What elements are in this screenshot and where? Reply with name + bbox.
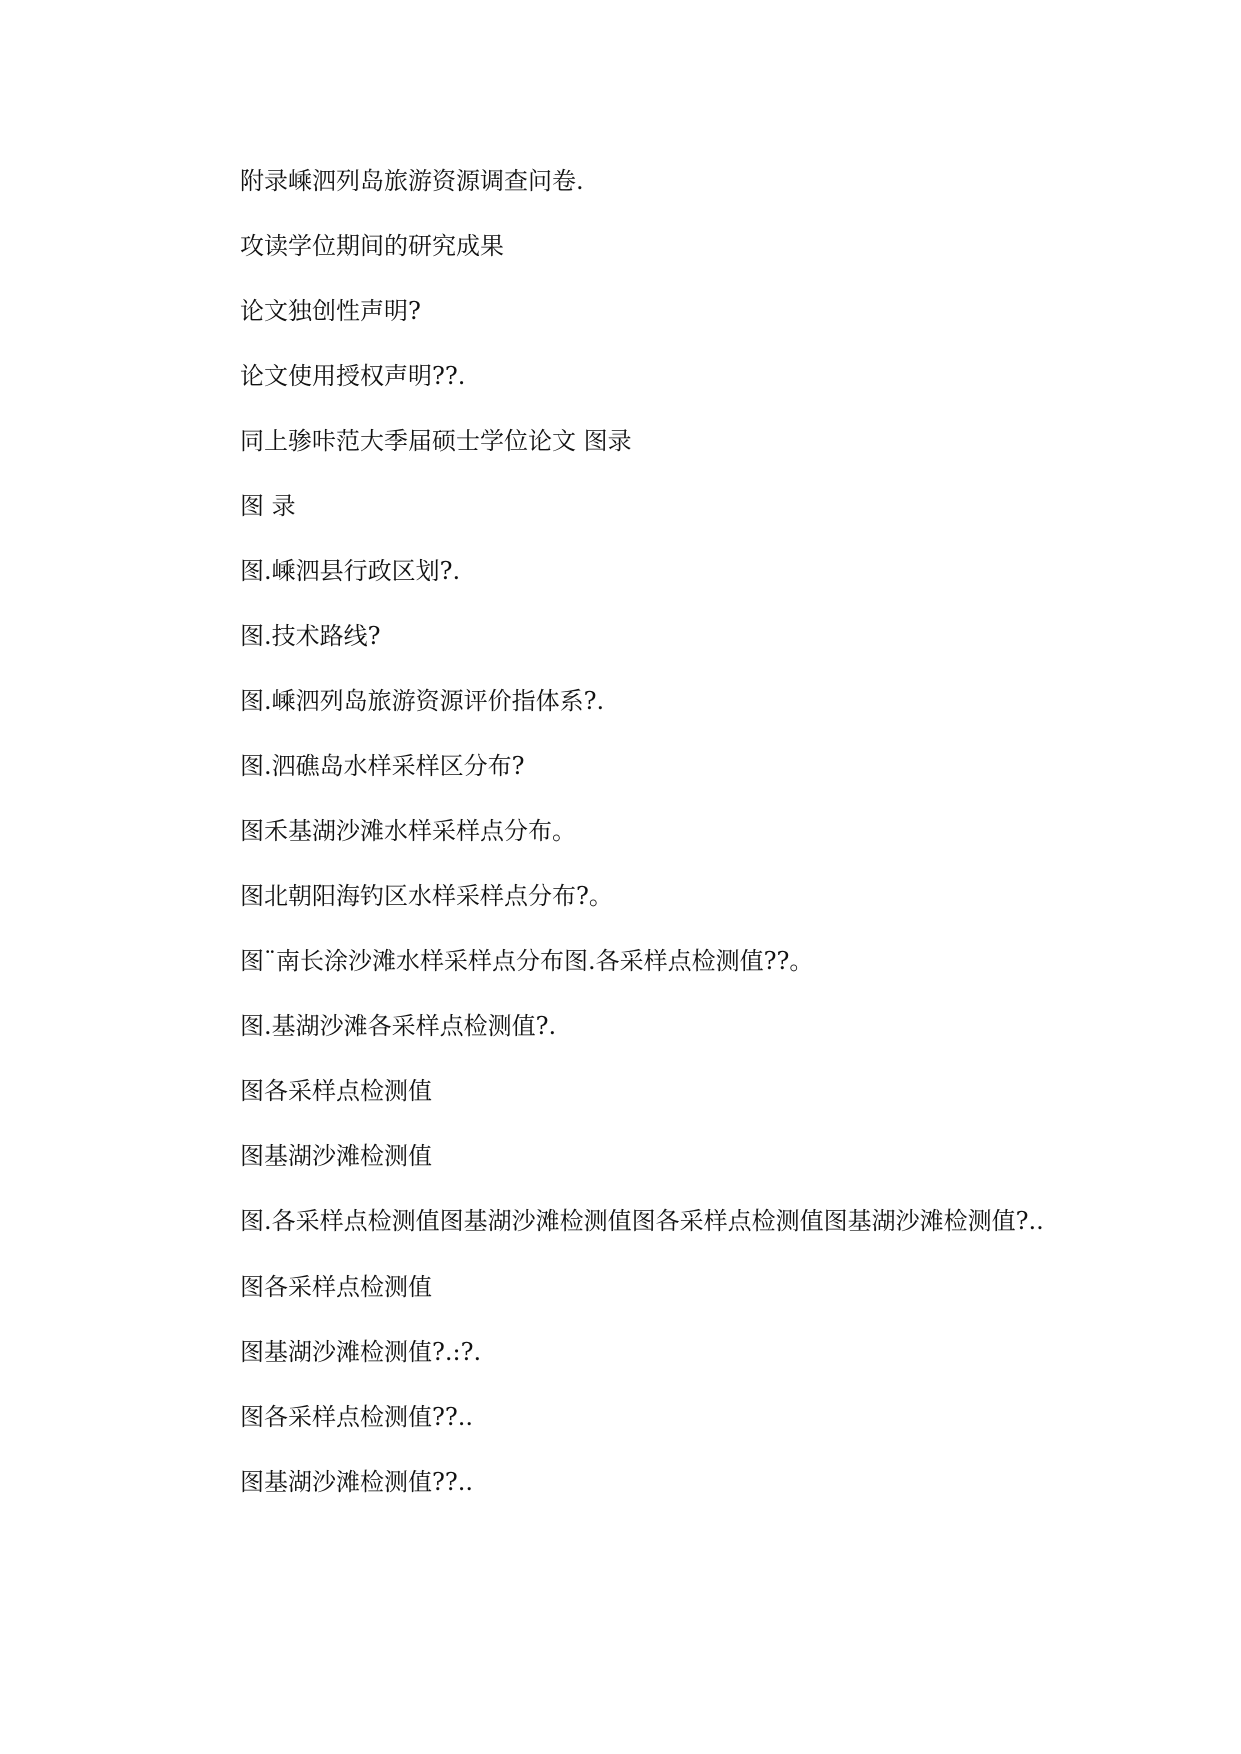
figure-entry: 图基湖沙滩检测值??..: [240, 1468, 473, 1496]
figure-entry: 图.嵊泗县行政区划?.: [240, 557, 461, 585]
toc-list: [192, 165, 1062, 1531]
figure-entry: 图各采样点检测值: [240, 1077, 432, 1105]
figure-entry: 图¨南长涂沙滩水样采样点分布图.各采样点检测值??。: [240, 947, 814, 975]
toc-entry-research-results: 攻读学位期间的研究成果: [240, 232, 504, 260]
figure-entry: 图基湖沙滩检测值: [240, 1142, 432, 1170]
figure-entry: 图基湖沙滩检测值?.:?.: [240, 1338, 482, 1366]
toc-entry-appendix: 附录嵊泗列岛旅游资源调查问卷.: [240, 167, 584, 195]
running-header: 同上骖咔范大季届硕士学位论文 图录: [240, 427, 632, 455]
toc-entry-authorization-statement: 论文使用授权声明??.: [240, 362, 466, 390]
section-title: 图 录: [240, 492, 296, 520]
figure-entry: 图.嵊泗列岛旅游资源评价指体系?.: [240, 687, 605, 715]
figure-entry: 图.技术路线?: [240, 622, 381, 650]
figure-entry-wrapped: 图.各采样点检测值图基湖沙滩检测值图各采样点检测值图基湖沙滩检测值?..: [240, 1207, 1044, 1235]
figure-entry: 图.泗礁岛水样采样区分布?: [240, 752, 525, 780]
figure-entry: 图各采样点检测值??..: [240, 1403, 473, 1431]
figure-entry: 图.基湖沙滩各采样点检测值?.: [240, 1012, 557, 1040]
figure-entry: 图各采样点检测值: [240, 1273, 432, 1301]
figure-entry: 图禾基湖沙滩水样采样点分布。: [240, 817, 576, 845]
toc-entry-originality-statement: 论文独创性声明?: [240, 297, 421, 325]
figure-entry: 图北朝阳海钓区水样采样点分布?。: [240, 882, 613, 910]
